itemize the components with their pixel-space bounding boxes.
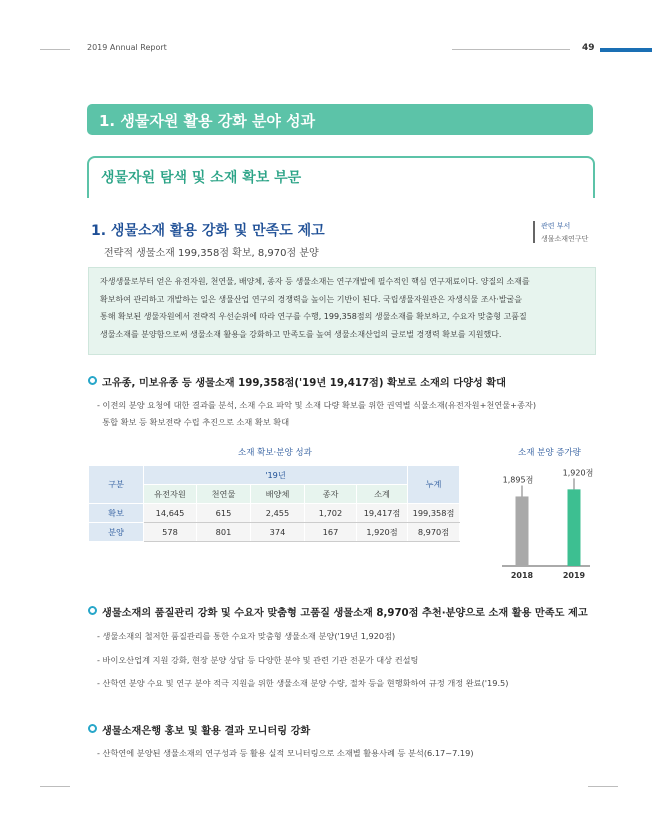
bullet-line: - 생물소재의 철저한 품질관리를 통한 수요자 맞춤형 생물소재 분양('19년 1,920점) [97, 631, 396, 641]
row-label: 분양 [89, 523, 144, 542]
column-header: 유전자원 [144, 485, 197, 504]
bullet-heading-text: 생물소재은행 홍보 및 활용 결과 모니터링 강화 [102, 726, 311, 737]
value-label-2019: 1,920점 [562, 468, 594, 478]
row-label: 확보 [89, 504, 144, 523]
value-label-2018: 1,895점 [502, 475, 534, 485]
table-cell: 578 [144, 523, 197, 542]
column-header: 소계 [357, 485, 408, 504]
intro-box [88, 267, 596, 355]
subsection-title: 생물자원 탐색 및 소재 확보 부문 [101, 170, 302, 186]
category-label-2018: 2018 [510, 571, 534, 580]
table-row [89, 523, 460, 542]
section-title-bar [87, 104, 593, 135]
column-header: 천연물 [197, 485, 251, 504]
footer-rule-left [40, 786, 70, 787]
table-cell: 2,455 [251, 504, 305, 523]
item-title: 1. 생물소재 활용 강화 및 만족도 제고 [91, 223, 325, 239]
category-label-2019: 2019 [562, 571, 586, 580]
bar-2019 [568, 489, 581, 566]
dept-divider [533, 221, 535, 243]
dept-label: 관련 부서 [541, 222, 571, 230]
table-cell: 8,970점 [408, 523, 460, 542]
table-cell: 19,417점 [357, 504, 408, 523]
bullet-heading-text: 고유종, 미보유종 등 생물소재 199,358점('19년 19,417점) 확보로 소재의 다양성 확대 [102, 378, 506, 389]
intro-line: 자생생물로부터 얻은 유전자원, 천연물, 배양체, 종자 등 생물소재는 연구개발에 필수적인 핵심 연구재료이다. 양질의 소재를 [100, 277, 530, 286]
column-header: 배양체 [251, 485, 305, 504]
section-title: 1. 생물자원 활용 강화 분야 성과 [99, 112, 316, 130]
bullet-line: - 이전의 분양 요청에 대한 결과를 분석, 소재 수요 파악 및 소재 다량 확보를 위한 권역별 식물소재(유전자원+천연물+종자) [97, 400, 537, 410]
table-cell: 1,920점 [357, 523, 408, 542]
bullet-line: - 산학연에 분양된 생물소재의 연구성과 등 활용 실적 모니터링으로 소재별 활용사례 등 분석(6.17~7.19) [97, 748, 474, 758]
table-cell: 615 [197, 504, 251, 523]
bullet-line: - 바이오산업계 지원 강화, 현장 분양 상담 등 다양한 분야 및 관련 기관 전문가 대상 컨설팅 [97, 655, 419, 665]
bullet-heading-3 [88, 722, 310, 737]
page-number-accent [600, 48, 652, 52]
dept-name: 생물소재연구단 [541, 235, 589, 243]
bar-2018 [516, 496, 529, 566]
total-header: 누계 [408, 466, 460, 504]
table-cell: 1,702 [305, 504, 357, 523]
table-corner: 구분 [89, 466, 144, 504]
running-title: 2019 Annual Report [87, 43, 167, 52]
page-number: 49 [582, 43, 595, 53]
table-cell: 801 [197, 523, 251, 542]
header-rule-left [40, 49, 70, 50]
table-row [89, 504, 460, 523]
footer-rule-right [588, 786, 618, 787]
year-header: '19년 [144, 466, 408, 485]
table-cell: 167 [305, 523, 357, 542]
bullet-circle-icon [88, 724, 97, 733]
supply-increase-chart [496, 460, 596, 585]
table-cell: 199,358점 [408, 504, 460, 523]
bullet-heading-1 [88, 374, 506, 389]
subsection-title-box [87, 156, 595, 198]
intro-line: 생물소재를 분양함으로써 생물소재 활용을 강화하고 만족도를 높여 생물소재산업의 글로벌 경쟁력 확보를 지원했다. [100, 329, 502, 339]
header-rule-mid [452, 49, 570, 50]
bullet-heading-2 [88, 604, 588, 619]
chart-title: 소재 분양 증가량 [518, 448, 581, 458]
intro-line: 통해 확보된 생물자원에서 전략적 우선순위에 따라 연구를 수행, 199,358점의 생물소재를 확보하고, 수요자 맞춤형 고품질 [100, 312, 527, 321]
bullet-line: 통합 확보 등 확보전략 수립 추진으로 소재 확보 확대 [97, 417, 290, 427]
bullet-heading-text: 생물소재의 품질관리 강화 및 수요자 맞춤형 고품질 생물소재 8,970점 추천·분양으로 소재 활용 만족도 제고 [102, 608, 588, 619]
intro-line: 확보하여 관리하고 개발하는 일은 생물산업 연구의 경쟁력을 높이는 기반이 된다. 국립생물자원관은 자생식물 조사·발굴을 [100, 294, 522, 304]
bullet-line: - 산학연 분양 수요 및 연구 분야 적극 지원을 위한 생물소재 분양 수량, 절차 등을 현행화하여 규정 개정 완료('19.5) [97, 678, 509, 688]
results-table [88, 465, 460, 542]
bullet-circle-icon [88, 606, 97, 615]
column-header: 종자 [305, 485, 357, 504]
item-subtitle: 전략적 생물소재 199,358점 확보, 8,970점 분양 [104, 248, 319, 259]
table-cell: 14,645 [144, 504, 197, 523]
table-caption: 소재 확보·분양 성과 [238, 448, 312, 458]
table-cell: 374 [251, 523, 305, 542]
bullet-circle-icon [88, 376, 97, 385]
